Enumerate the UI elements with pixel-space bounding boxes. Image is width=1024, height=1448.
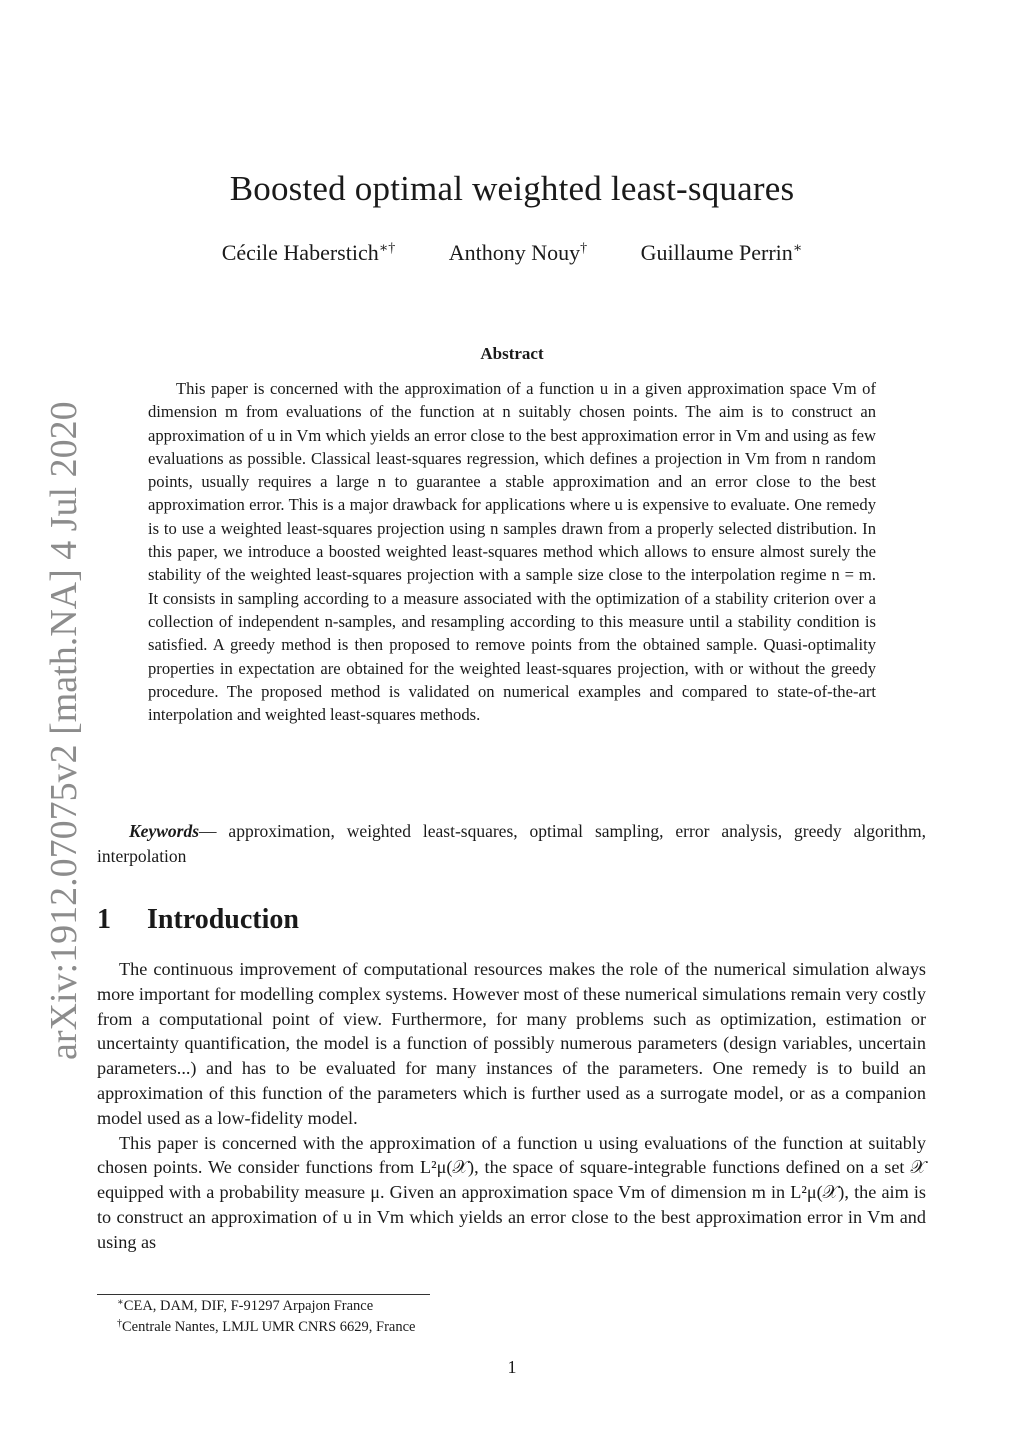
body-text	[97, 957, 926, 1255]
footnote-rule	[97, 1294, 430, 1295]
arxiv-stamp: arXiv:1912.07075v2 [math.NA] 4 Jul 2020	[43, 401, 85, 1060]
section-title: Introduction	[147, 904, 299, 935]
section-number: 1	[97, 904, 111, 935]
keywords-text: — approximation, weighted least-squares, optimal sampling, error analysis, greedy algorithm, interpolation	[97, 821, 926, 866]
abstract-heading: Abstract	[480, 344, 544, 363]
footnote-1: ∗CEA, DAM, DIF, F-91297 Arpajon France	[117, 1297, 374, 1314]
keywords	[97, 819, 926, 869]
author-2-mark: †	[580, 241, 588, 256]
paragraph-2: This paper is concerned with the approximation of a function u using evaluations of the function at suitably chosen points. We consider functions from L²μ(𝒳), the space of square-integrable functions defined on a set 𝒳 equipped with a probability measure μ. Given an approximation space Vm of dimension m in L²μ(𝒳), the aim is to construct an approximation of u in Vm which yields an error close to the best approximation error in Vm and using as	[97, 1132, 926, 1252]
author-3: Guillaume Perrin∗	[640, 240, 803, 265]
author-list	[0, 238, 1024, 268]
paper-title: Boosted optimal weighted least-squares	[229, 169, 795, 208]
author-1-mark: ∗†	[378, 241, 396, 256]
author-1: Cécile Haberstich∗†	[221, 240, 396, 265]
footnotes	[97, 1296, 697, 1338]
paragraph-1: The continuous improvement of computational resources makes the role of the numerical simulation always more important for modelling complex systems. However most of these numerical simulations remain very costly from a computational point of view. Furthermore, for many problems such as optimization, estimation or uncertainty quantification, the model is a function of possibly numerous parameters (design variables, uncertain parameters...) and has to be evaluated for many instances of the parameters. One remedy is to build an approximation of this function of the parameters which is further used as a surrogate model, or as a companion model used as a low-fidelity model.	[97, 959, 926, 1128]
abstract-text: This paper is concerned with the approximation of a function u in a given approximation space Vm of dimension m from evaluations of the function at n suitably chosen points. The aim is to construct an approximation of u in Vm which yields an error close to the best approximation error in Vm and using as few evaluations as possible. Classical least-squares regression, which defines a projection in Vm from n random points, usually requires a large n to guarantee a stable approximation and an error close to the best approximation error. This is a major drawback for applications where u is expensive to evaluate. One remedy is to use a weighted least-squares projection using n samples drawn from a properly selected distribution. In this paper, we introduce a boosted weighted least-squares method which allows to ensure almost surely the stability of the weighted least-squares projection with a sample size close to the interpolation regime n = m. It consists in sampling according to a measure associated with the optimization of a stability criterion over a collection of independent n-samples, and resampling according to this measure until a stability condition is satisfied. A greedy method is then proposed to remove points from the obtained sample. Quasi-optimality properties in expectation are obtained for the weighted least-squares projection, with or without the greedy procedure. The proposed method is validated on numerical examples and compared to state-of-the-art interpolation and weighted least-squares methods.	[148, 379, 876, 725]
author-2: Anthony Nouy†	[448, 240, 588, 265]
page-number: 1	[507, 1357, 517, 1377]
keywords-label: Keywords	[129, 821, 199, 841]
footnote-2: †Centrale Nantes, LMJL UMR CNRS 6629, France	[117, 1318, 416, 1335]
author-3-mark: ∗	[792, 241, 803, 256]
section-heading	[97, 902, 299, 938]
